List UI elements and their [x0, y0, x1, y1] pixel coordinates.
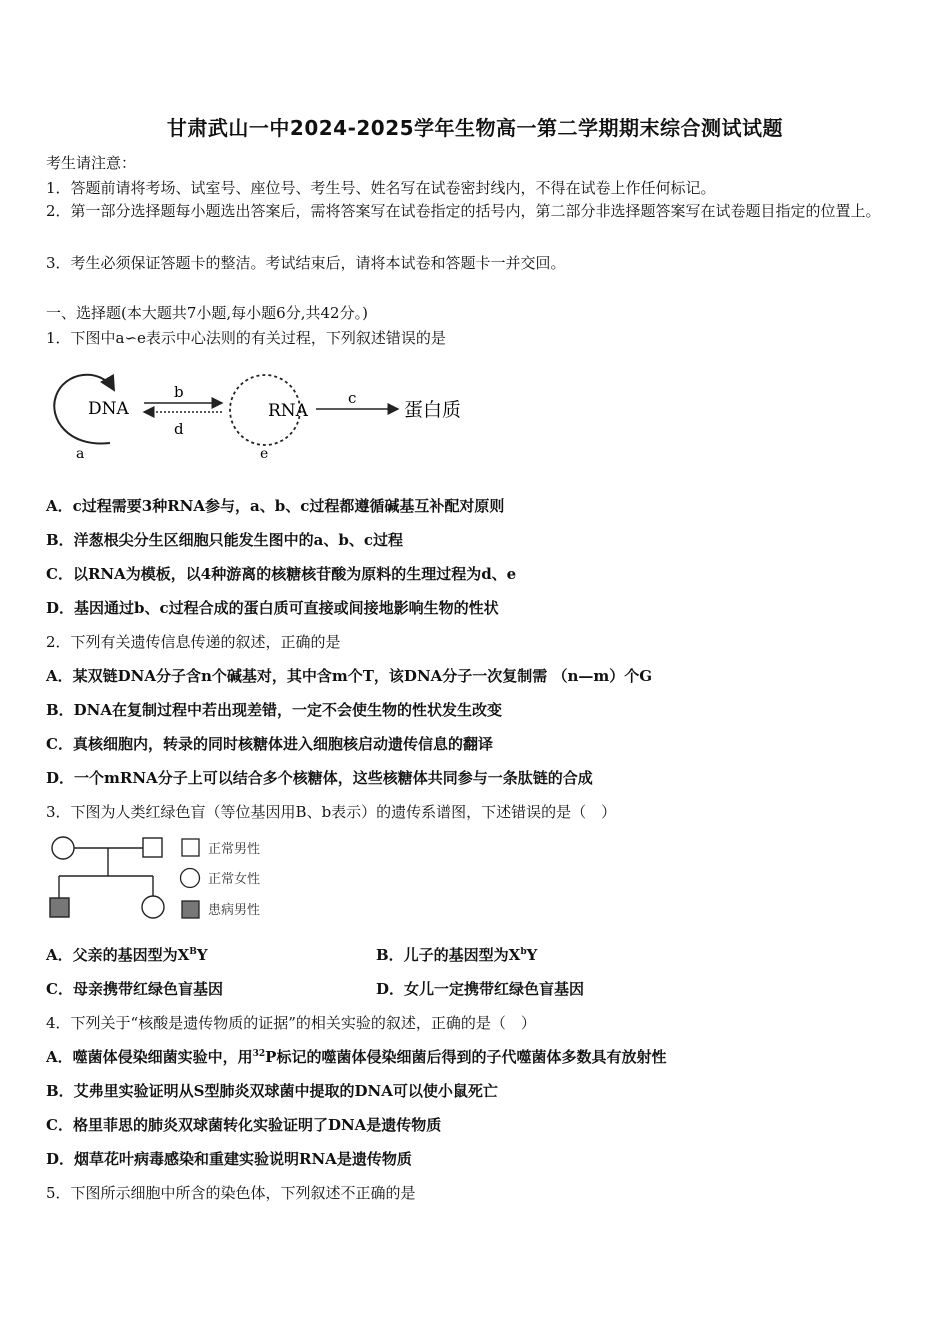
central-dogma-diagram: [48, 368, 478, 462]
q3-option-d: D．女儿一定携带红绿色盲基因: [376, 980, 585, 998]
q2-option-c: C．真核细胞内，转录的同时核糖体进入细胞核启动遗传信息的翻译: [46, 735, 493, 753]
q3-option-a: A．父亲的基因型为$X^BY$: [46, 946, 208, 964]
q4-option-d: D．烟草花叶病毒感染和重建实验说明RNA是遗传物质: [46, 1150, 412, 1168]
legend-affected-male: 患病男性: [208, 903, 261, 918]
q4-option-c: C．格里菲思的肺炎双球菌转化实验证明了DNA是遗传物质: [46, 1116, 442, 1134]
label-e: e: [260, 446, 269, 462]
label-a: a: [76, 446, 85, 462]
mother-symbol: [52, 837, 74, 859]
label-c: c: [348, 389, 357, 407]
q2-option-b: B．DNA在复制过程中若出现差错，一定不会使生物的性状发生改变: [46, 701, 503, 719]
question-4-stem: 4．下列关于“核酸是遗传物质的证据”的相关实验的叙述，正确的是（ ）: [46, 1014, 536, 1032]
notice-item-1: 1．答题前请将考场、试室号、座位号、考生号、姓名写在试卷密封线内，不得在试卷上作任何标记。: [46, 179, 716, 197]
legend-affected-male-symbol: [182, 901, 199, 918]
label-b: b: [174, 383, 184, 401]
legend-normal-female-symbol: [181, 869, 200, 888]
q1-option-d: D．基因通过b、c过程合成的蛋白质可直接或间接地影响生物的性状: [46, 599, 499, 617]
father-symbol: [143, 838, 162, 857]
notice-item-2: 2．第一部分选择题每小题选出答案后，需将答案写在试卷指定的括号内，第二部分非选择题答案写在试卷题目指定的位置上。: [46, 202, 881, 220]
q1-option-a: A．c过程需要3种RNA参与，a、b、c过程都遵循碱基互补配对原则: [46, 497, 505, 515]
section-heading: 一、选择题(本大题共7小题,每小题6分,共42分。): [46, 304, 368, 322]
daughter-symbol: [142, 896, 164, 918]
question-3-stem: 3．下图为人类红绿色盲（等位基因用B、b表示）的遗传系谱图，下述错误的是（ ）: [46, 803, 617, 821]
pedigree-chart: [44, 832, 284, 924]
q1-option-b: B．洋葱根尖分生区细胞只能发生图中的a、b、c过程: [46, 531, 404, 549]
question-2-stem: 2．下列有关遗传信息传递的叙述，正确的是: [46, 633, 341, 651]
question-5-stem: 5．下图所示细胞中所含的染色体，下列叙述不正确的是: [46, 1184, 416, 1202]
rna-label: RNA: [268, 401, 308, 421]
page-title: 甘肃武山一中2024-2025学年生物高一第二学期期末综合测试试题: [166, 116, 784, 140]
dna-label: DNA: [88, 399, 129, 419]
q2-option-a: A．某双链DNA分子含n个碱基对，其中含m个T，该DNA分子一次复制需 （n—m）个G: [46, 667, 653, 685]
legend-normal-female: 正常女性: [208, 872, 261, 887]
notice-heading: 考生请注意：: [46, 154, 137, 172]
q3-option-c: C．母亲携带红绿色盲基因: [46, 980, 223, 998]
protein-label: 蛋白质: [404, 399, 462, 421]
q4-option-b: B．艾弗里实验证明从S型肺炎双球菌中提取的DNA可以使小鼠死亡: [46, 1082, 498, 1100]
q2-option-d: D．一个mRNA分子上可以结合多个核糖体，这些核糖体共同参与一条肽链的合成: [46, 769, 593, 787]
label-d: d: [174, 420, 184, 438]
son-affected-symbol: [50, 898, 69, 917]
notice-item-3: 3．考生必须保证答题卡的整洁。考试结束后，请将本试卷和答题卡一并交回。: [46, 254, 566, 272]
q3-option-b: B．儿子的基因型为$X^bY$: [376, 946, 538, 964]
legend-normal-male: 正常男性: [208, 842, 261, 857]
question-1-stem: 1．下图中a∽e表示中心法则的有关过程，下列叙述错误的是: [46, 329, 446, 347]
q1-option-c: C．以RNA为模板，以4种游离的核糖核苷酸为原料的生理过程为d、e: [46, 565, 517, 583]
q4-option-a: A．噬菌体侵染细菌实验中，用$^{32}$P标记的噬菌体侵染细菌后得到的子代噬菌体多数具有放射性: [46, 1048, 667, 1066]
legend-normal-male-symbol: [182, 839, 199, 856]
